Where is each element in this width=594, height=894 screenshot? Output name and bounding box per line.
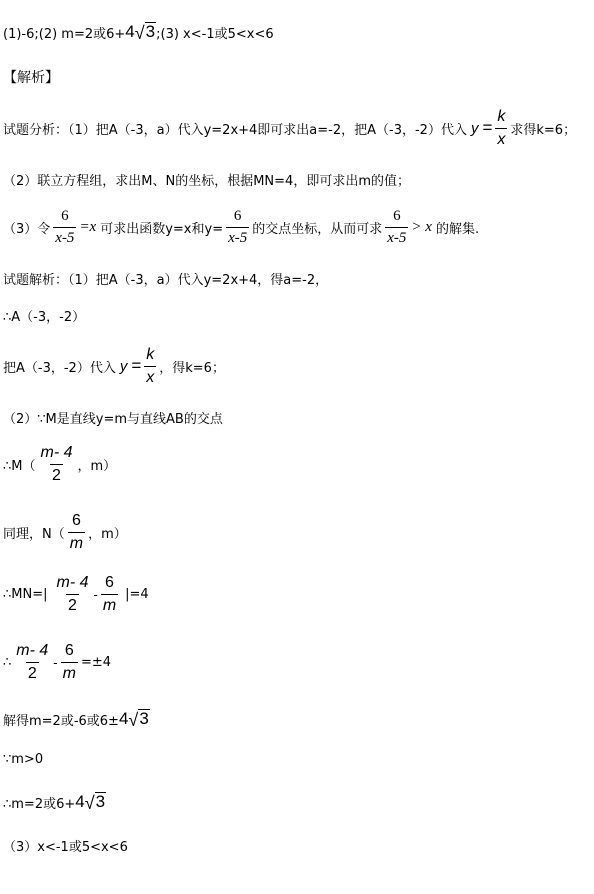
fraction-6-over-m (101, 574, 118, 614)
fraction-numerator: 6 (393, 208, 401, 224)
sqrt-radicand: 3 (145, 22, 156, 42)
solution-text-2: ∴A（-3，-2） (3, 310, 86, 325)
answer-text-1: (1)-6;(2) m=2或6+ (3, 26, 126, 42)
analysis-text-3b: 可求出函数y=x和y= (100, 221, 224, 237)
sqrt-coefficient: 4 (118, 709, 129, 728)
radical-sign: √ (84, 793, 95, 813)
analysis-line-3 (3, 208, 479, 246)
fraction-denominator: x-5 (385, 227, 408, 247)
fraction-m-minus-4-over-2 (54, 574, 90, 614)
section-heading (3, 67, 59, 87)
sqrt-coefficient: 4 (75, 792, 85, 811)
fraction-numerator: m- 4 (16, 642, 49, 659)
equals-sign: = (482, 118, 493, 138)
analysis-text-3a: （3）令 (3, 221, 51, 237)
solution-text-7a: ∴MN=| (3, 586, 48, 602)
solution-text-7b: |=4 (125, 586, 149, 602)
fraction-denominator: m (68, 532, 85, 553)
analysis-line-2 (3, 170, 410, 189)
solution-text-4: （2）∵M是直线y=m与直线AB的交点 (3, 412, 223, 427)
solution-line-12 (3, 836, 128, 855)
fraction-numerator: 6 (61, 208, 69, 224)
solution-line-6 (3, 512, 127, 552)
analysis-text-3c: 的交点坐标，从而可求 (252, 221, 383, 237)
fraction-k-over-x (495, 108, 507, 148)
answer-text-2: ;(3) x<-1或5<x<6 (156, 26, 274, 42)
fraction-denominator: x (495, 128, 507, 149)
solution-text-1: 试题解析：（1）把A（-3，a）代入y=2x+4，得a=-2， (3, 273, 329, 288)
var-y: y (119, 357, 128, 375)
sqrt-expression (119, 709, 150, 729)
minus-sign: - (53, 654, 58, 670)
analysis-text-3d: 的解集. (435, 221, 480, 237)
fraction-denominator: x-5 (53, 227, 76, 247)
fraction-m-minus-4-over-2 (14, 642, 50, 682)
fraction-denominator: x (144, 366, 156, 387)
solution-text-6a: 同理，N（ (3, 526, 65, 542)
radical-sign: √ (128, 710, 139, 730)
solution-line-3 (3, 346, 225, 386)
analysis-text-1b: 求得k=6； (510, 122, 577, 138)
fraction-numerator: 6 (233, 208, 242, 224)
sqrt-coefficient: 4 (125, 22, 135, 41)
equals-sign: = (131, 356, 142, 376)
fraction-denominator: 2 (66, 594, 79, 615)
fraction-numerator: 6 (105, 574, 114, 591)
solution-text-8b: =±4 (80, 654, 112, 670)
solution-text-3a: 把A（-3，-2）代入 (3, 360, 116, 376)
solution-line-5 (3, 444, 116, 484)
analysis-text-2: （2）联立方程组，求出M、N的坐标，根据MN=4，即可求出m的值； (3, 174, 410, 189)
solution-line-2 (3, 306, 85, 325)
var-y: y (470, 119, 479, 137)
fraction-6-over-x-minus-5 (226, 208, 249, 246)
solution-text-6b: ，m） (88, 526, 127, 542)
minus-sign: - (93, 586, 98, 602)
analysis-text-1a: 试题分析：（1）把A（-3，a）代入y=2x+4即可求出a=-2，把A（-3，-2）代入 (3, 122, 467, 138)
sqrt-expression (125, 22, 156, 42)
heading-text: 【解析】 (3, 70, 59, 86)
solution-line-9 (3, 709, 150, 729)
solution-text-3b: ，得k=6； (159, 360, 225, 376)
solution-text-9a: 解得m=2或-6或6± (3, 713, 119, 729)
fraction-numerator: 6 (64, 642, 74, 659)
fraction-6-over-m (61, 642, 78, 682)
solution-line-8 (3, 642, 111, 682)
fraction-6-over-m (68, 512, 85, 552)
solution-text-12: （3）x<-1或5<x<6 (3, 840, 128, 855)
greater-than-x: > x (411, 218, 432, 235)
fraction-numerator: m- 4 (40, 444, 73, 461)
fraction-numerator: k (497, 108, 506, 125)
solution-text-5b: ，m） (77, 458, 117, 474)
fraction-denominator: x-5 (226, 227, 249, 247)
analysis-line-1 (3, 108, 576, 148)
solution-line-4 (3, 408, 223, 427)
fraction-k-over-x (144, 346, 156, 386)
solution-text-11a: ∴m=2或6+ (3, 796, 76, 812)
fraction-denominator: 2 (50, 464, 63, 485)
solution-line-11 (3, 792, 106, 812)
fraction-6-over-x-minus-5 (53, 208, 76, 246)
answer-line (3, 22, 274, 42)
fraction-m-minus-4-over-2 (39, 444, 75, 484)
fraction-denominator: m (101, 594, 118, 615)
fraction-numerator: k (146, 346, 155, 363)
sqrt-radicand: 3 (139, 709, 149, 729)
equals-x: =x (79, 218, 97, 235)
sqrt-expression (75, 792, 106, 812)
solution-line-10 (3, 752, 43, 767)
solution-text-5a: ∴M（ (3, 458, 36, 474)
fraction-numerator: m- 4 (56, 574, 89, 591)
radical-sign: √ (134, 23, 145, 43)
fraction-denominator: 2 (26, 662, 39, 683)
solution-line-1 (3, 269, 328, 288)
fraction-6-over-x-minus-5 (385, 208, 408, 246)
sqrt-radicand: 3 (95, 792, 106, 812)
therefore-symbol: ∴ (3, 654, 12, 670)
solution-text-10: ∵m>0 (3, 752, 44, 767)
fraction-denominator: m (61, 662, 78, 683)
fraction-numerator: 6 (71, 512, 81, 529)
solution-line-7 (3, 574, 149, 614)
